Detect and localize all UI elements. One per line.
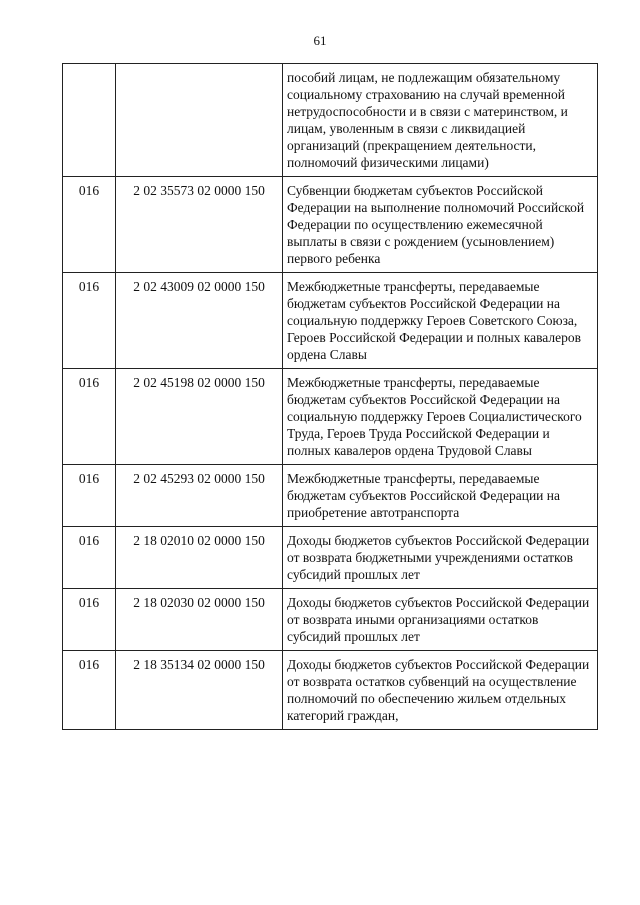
- budget-code-cell: [116, 64, 283, 177]
- table-row: [63, 589, 598, 651]
- admin-code-cell: 016: [63, 465, 116, 527]
- table-row: [63, 177, 598, 273]
- admin-code-cell: 016: [63, 651, 116, 730]
- description-cell: Доходы бюджетов субъектов Российской Федерации от возврата бюджетными учреждениями остатков субсидий прошлых лет: [283, 527, 598, 589]
- description-cell: Межбюджетные трансферты, передаваемые бюджетам субъектов Российской Федерации на социальную поддержку Героев Советского Союза, Героев Российской Федерации и полных кавалеров ордена Славы: [283, 273, 598, 369]
- table-row: [63, 64, 598, 177]
- budget-code-cell: 2 18 02010 02 0000 150: [116, 527, 283, 589]
- admin-code-cell: [63, 64, 116, 177]
- admin-code-cell: 016: [63, 177, 116, 273]
- budget-code-cell: 2 02 43009 02 0000 150: [116, 273, 283, 369]
- table-row: [63, 369, 598, 465]
- description-cell: Доходы бюджетов субъектов Российской Федерации от возврата остатков субвенций на осуществление полномочий по обеспечению жильем отдельных категорий граждан,: [283, 651, 598, 730]
- budget-code-cell: 2 18 02030 02 0000 150: [116, 589, 283, 651]
- description-cell: Субвенции бюджетам субъектов Российской Федерации на выполнение полномочий Российской Федерации по осуществлению ежемесячной выплаты в связи с рождением (усыновлением) первого ребенка: [283, 177, 598, 273]
- revenue-codes-table: [62, 63, 598, 730]
- table-row: [63, 273, 598, 369]
- admin-code-cell: 016: [63, 589, 116, 651]
- budget-code-cell: 2 02 35573 02 0000 150: [116, 177, 283, 273]
- admin-code-cell: 016: [63, 273, 116, 369]
- description-cell: Межбюджетные трансферты, передаваемые бюджетам субъектов Российской Федерации на приобретение автотранспорта: [283, 465, 598, 527]
- table-row: [63, 465, 598, 527]
- admin-code-cell: 016: [63, 369, 116, 465]
- budget-code-cell: 2 18 35134 02 0000 150: [116, 651, 283, 730]
- budget-code-cell: 2 02 45198 02 0000 150: [116, 369, 283, 465]
- budget-code-cell: 2 02 45293 02 0000 150: [116, 465, 283, 527]
- table-row: [63, 651, 598, 730]
- page-number: 61: [313, 33, 327, 48]
- description-cell: пособий лицам, не подлежащим обязательному социальному страхованию на случай временной нетрудоспособности и в связи с материнством, и лицам, уволенным в связи с ликвидацией организаций (прекращением деятельности, полномочий физическими лицами): [283, 64, 598, 177]
- description-cell: Межбюджетные трансферты, передаваемые бюджетам субъектов Российской Федерации на социальную поддержку Героев Социалистического Труда, Героев Труда Российской Федерации и полных кавалеров ордена Трудовой Славы: [283, 369, 598, 465]
- description-cell: Доходы бюджетов субъектов Российской Федерации от возврата иными организациями остатков субсидий прошлых лет: [283, 589, 598, 651]
- table-row: [63, 527, 598, 589]
- admin-code-cell: 016: [63, 527, 116, 589]
